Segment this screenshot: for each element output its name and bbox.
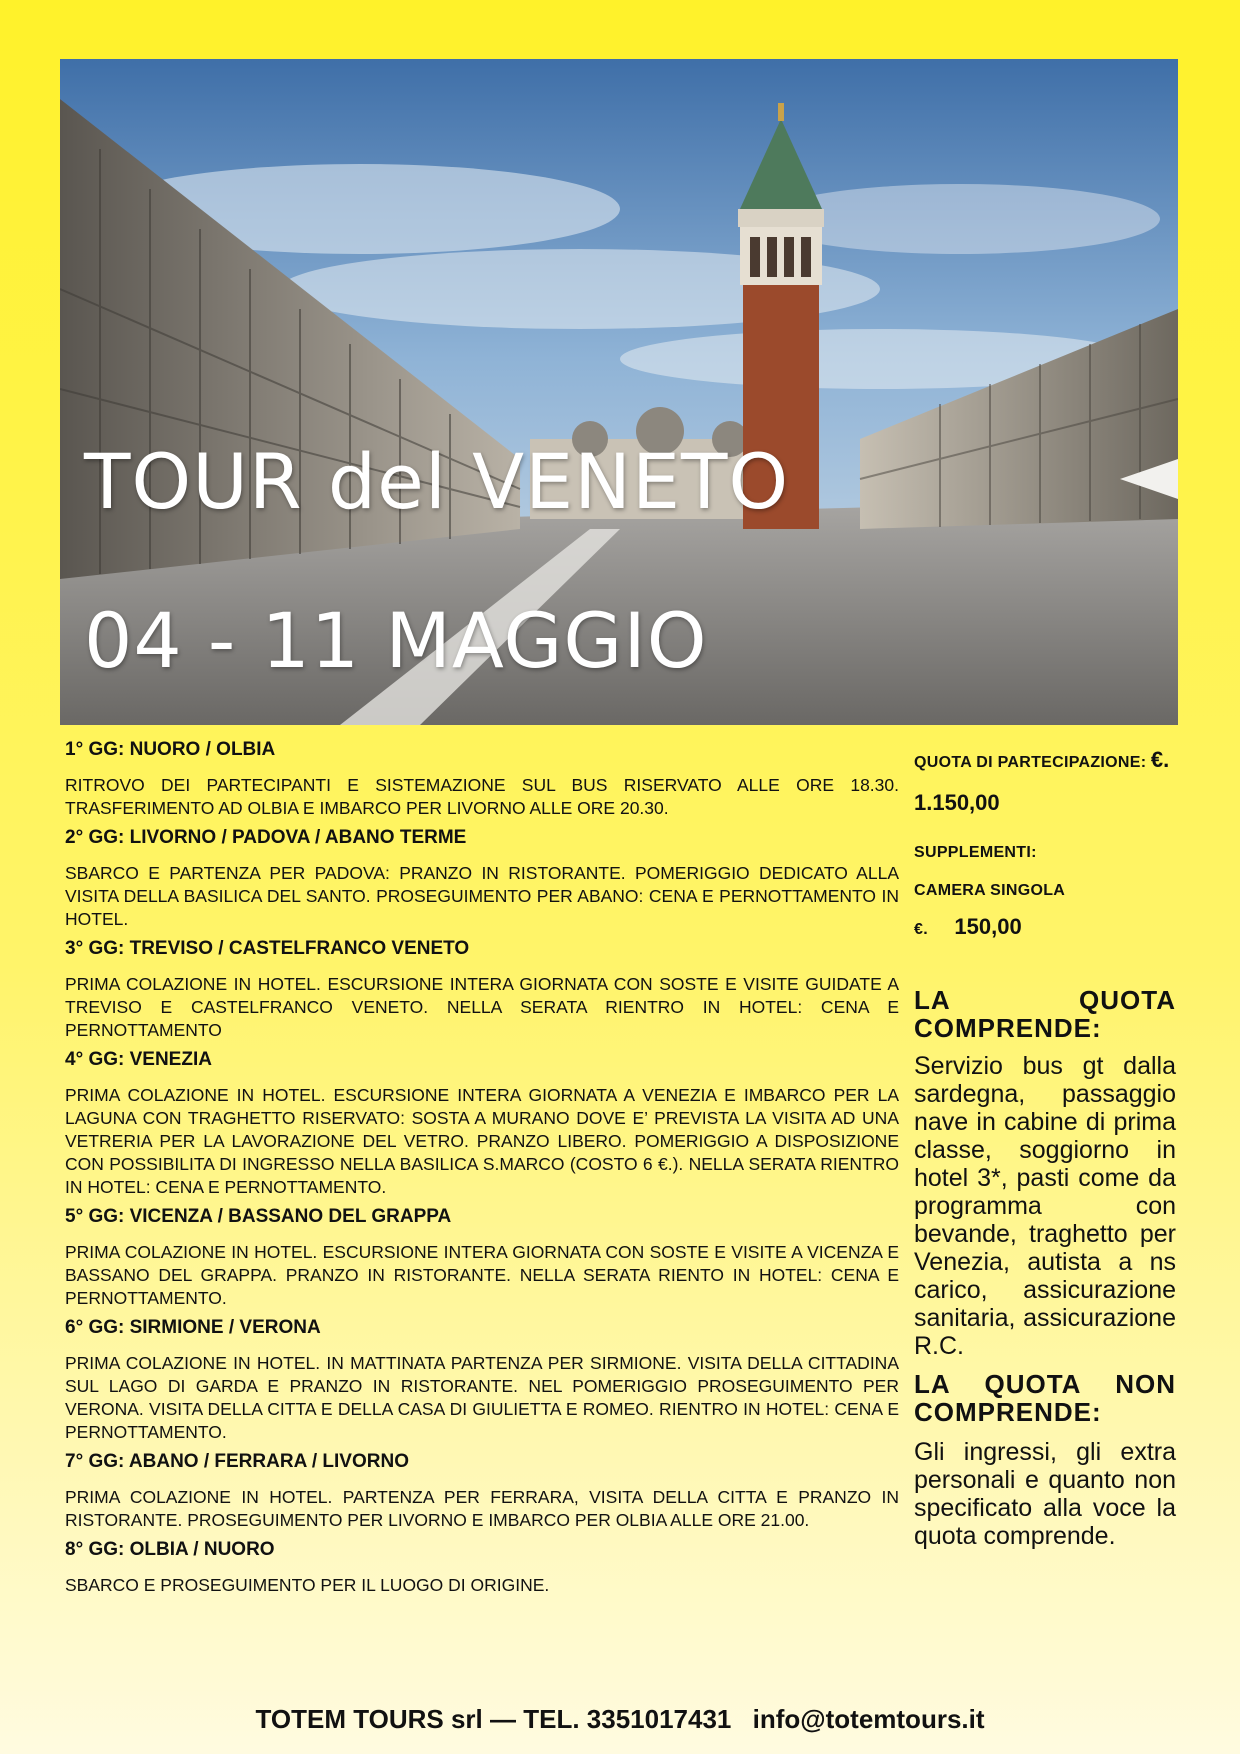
singola-price: 150,00	[954, 914, 1022, 939]
day-3	[65, 937, 899, 1042]
day-text: PRIMA COLAZIONE IN HOTEL. ESCURSIONE INTERA GIORNATA A VENEZIA E IMBARCO PER LA LAGUNA CON TRAGHETTO RISERVATO: SOSTA A MURANO DOVE E’ PREVISTA LA VISITA AD UNA VETRERIA PER LA LAVORAZIONE DEL VETRO. PRANZO LIBERO. POMERIGGIO A DISPOSIZIONE CON POSSIBILITA DI INGRESSO NELLA BASILICA S.MARCO (COSTO 6 €.). NELLA SERATA RIENTRO IN HOTEL: CENA E PERNOTTAMENTO.	[65, 1085, 899, 1197]
phone-number[interactable]: — TEL. 3351017431	[490, 1704, 732, 1734]
day-2	[65, 826, 899, 931]
non-comprende-text: Gli ingressi, gli extra personali e quanto non specificato alla voce la quota comprende.	[914, 1438, 1176, 1550]
quota-price: €. 1.150,00	[914, 747, 1170, 815]
day-6	[65, 1316, 899, 1444]
price-sidebar	[914, 740, 1176, 1550]
tour-dates: 04 - 11 MAGGIO	[84, 596, 708, 685]
day-title: 3° GG: TREVISO / CASTELFRANCO VENETO	[65, 938, 470, 959]
day-title: 6° GG: SIRMIONE / VERONA	[65, 1317, 321, 1338]
day-title: 1° GG: NUORO / OLBIA	[65, 739, 276, 760]
singola-currency: €.	[914, 921, 928, 938]
hero-photo-venice	[60, 59, 1178, 725]
non-comprende-title: LA QUOTA NON COMPRENDE:	[914, 1369, 1176, 1427]
supplementi-label: SUPPLEMENTI:	[914, 844, 1037, 861]
day-1	[65, 738, 899, 820]
day-title: 5° GG: VICENZA / BASSANO DEL GRAPPA	[65, 1206, 452, 1227]
day-text: SBARCO E PARTENZA PER PADOVA: PRANZO IN RISTORANTE. POMERIGGIO DEDICATO ALLA VISITA DELLA BASILICA DEL SANTO. PROSEGUIMENTO PER ABANO: CENA E PERNOTTAMENTO IN HOTEL.	[65, 863, 899, 929]
day-title: 8° GG: OLBIA / NUORO	[65, 1539, 275, 1560]
day-8	[65, 1538, 899, 1597]
day-text: PRIMA COLAZIONE IN HOTEL. PARTENZA PER FERRARA, VISITA DELLA CITTA E PRANZO IN RISTORANTE. PROSEGUIMENTO PER LIVORNO E IMBARCO PER OLBIA ALLE ORE 21.00.	[65, 1487, 899, 1530]
day-4	[65, 1048, 899, 1199]
day-text: PRIMA COLAZIONE IN HOTEL. ESCURSIONE INTERA GIORNATA CON SOSTE E VISITE GUIDATE A TREVISO E CASTELFRANCO VENETO. NELLA SERATA RIENTRO IN HOTEL: CENA E PERNOTTAMENTO	[65, 974, 899, 1040]
day-title: 7° GG: ABANO / FERRARA / LIVORNO	[65, 1451, 409, 1472]
quota-label: QUOTA DI PARTECIPAZIONE:	[914, 754, 1147, 771]
day-text: PRIMA COLAZIONE IN HOTEL. IN MATTINATA PARTENZA PER SIRMIONE. VISITA DELLA CITTADINA SUL LAGO DI GARDA E PRANZO IN RISTORANTE. NEL POMERIGGIO PROSEGUIMENTO PER VERONA. VISITA DELLA CITTA E DELLA CASA DI GIULIETTA E ROMEO. RIENTRO IN HOTEL: CENA E PERNOTTAMENTO.	[65, 1353, 899, 1442]
day-5	[65, 1205, 899, 1310]
tour-title: TOUR del VENETO	[84, 437, 790, 526]
comprende-text: Servizio bus gt dalla sardegna, passaggio nave in cabine di prima classe, soggiorno in hotel 3*, pasti come da programma con bevande, traghetto per Venezia, autista a ns carico, assicurazione sanitaria, assicurazione R.C.	[914, 1052, 1176, 1360]
day-text: PRIMA COLAZIONE IN HOTEL. ESCURSIONE INTERA GIORNATA CON SOSTE E VISITE A VICENZA E BASSANO DEL GRAPPA. PRANZO IN RISTORANTE. NELLA SERATA RIENTO IN HOTEL: CENA E PERNOTTAMENTO.	[65, 1242, 899, 1308]
singola-price-row	[914, 914, 1176, 940]
comprende-title: LA QUOTA COMPRENDE:	[914, 985, 1176, 1043]
itinerary	[65, 738, 899, 1603]
company-name: TOTEM TOURS srl	[255, 1704, 483, 1734]
day-text: SBARCO E PROSEGUIMENTO PER IL LUOGO DI ORIGINE.	[65, 1575, 550, 1595]
day-7	[65, 1450, 899, 1532]
email-link[interactable]: info@totemtours.it	[752, 1704, 985, 1734]
day-title: 2° GG: LIVORNO / PADOVA / ABANO TERME	[65, 827, 467, 848]
quota-block	[914, 740, 1176, 826]
footer-contacts	[0, 1704, 1240, 1735]
day-text: RITROVO DEI PARTECIPANTI E SISTEMAZIONE SUL BUS RISERVATO ALLE ORE 18.30. TRASFERIMENTO AD OLBIA E IMBARCO PER LIVORNO ALLE ORE 20.30.	[65, 775, 899, 818]
singola-label: CAMERA SINGOLA	[914, 882, 1066, 899]
day-title: 4° GG: VENEZIA	[65, 1049, 212, 1070]
